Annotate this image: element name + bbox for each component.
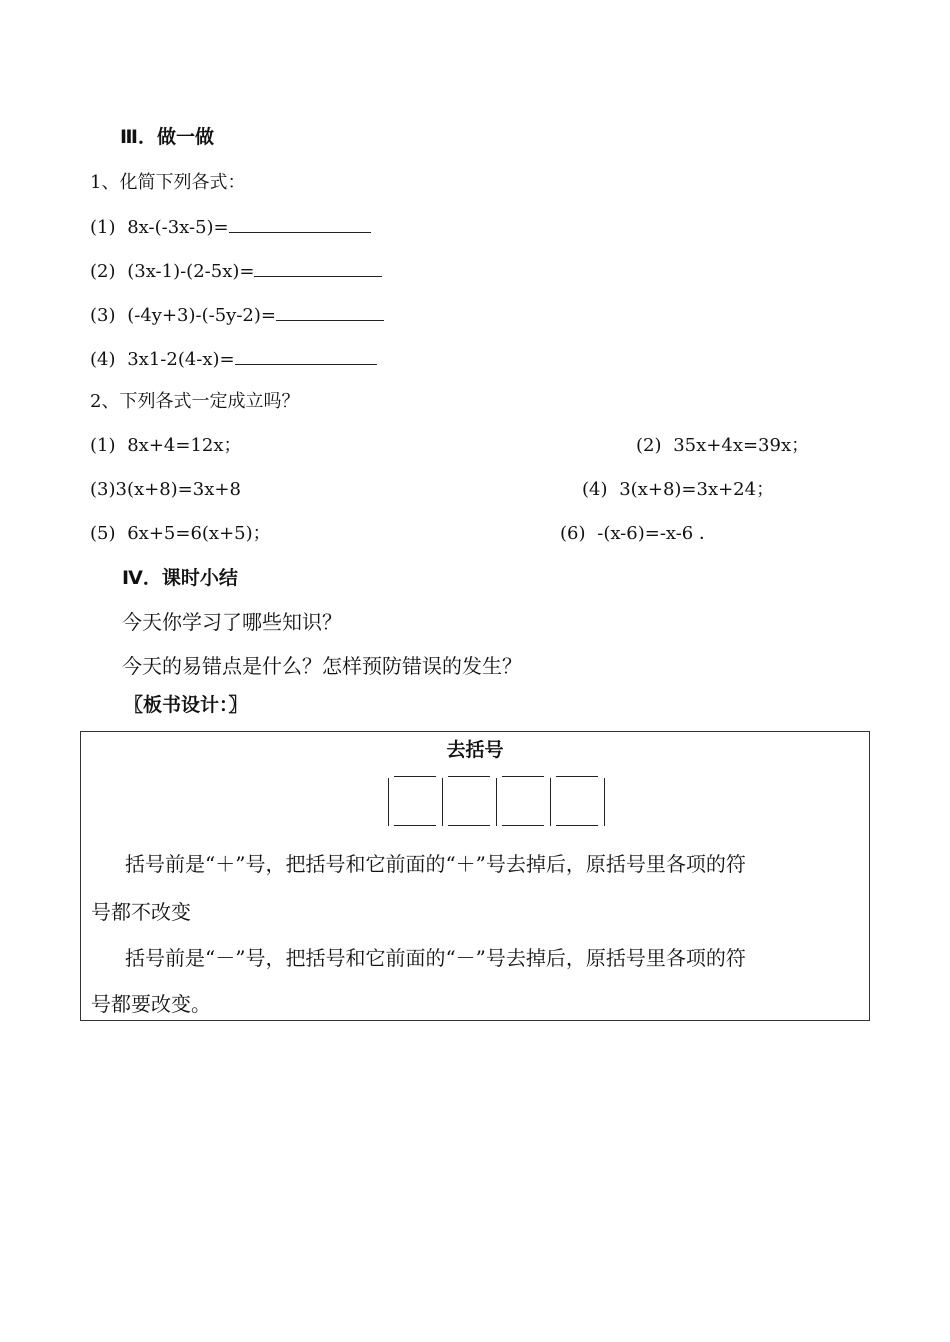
item-expression: 3(x+8)=3x+24； (619, 479, 775, 500)
answer-blank (235, 346, 377, 365)
question-item (636, 434, 809, 458)
question-item (90, 346, 377, 372)
item-expression: (-4y+3)-(-5y-2)= (127, 305, 276, 326)
section-heading: Ⅳ．课时小结 (122, 567, 238, 589)
board-title: 去括号 (446, 739, 504, 761)
summary-line: 今天的易错点是什么？怎样预防错误的发生？ (122, 654, 522, 678)
divider-line (550, 778, 551, 826)
question-item (90, 214, 371, 240)
question-1-title: 1、化简下列各式： (90, 172, 246, 193)
item-expression: -(x-6)=-x-6 ． (597, 523, 717, 544)
item-number: (4) (90, 349, 116, 370)
item-expression: (3x-1)-(2-5x)= (127, 261, 255, 282)
board-design-label: 〖板书设计：〗 (124, 694, 248, 716)
item-number: (2) (90, 261, 116, 282)
blank-cell (444, 776, 494, 826)
question-2-title: 2、下列各式一定成立吗？ (90, 391, 300, 412)
item-expression: 8x+4=12x； (127, 435, 242, 456)
item-number: (6) (560, 523, 586, 544)
divider-line (388, 778, 389, 826)
item-expression: 8x-(-3x-5)= (127, 217, 229, 238)
question-item (90, 258, 382, 284)
answer-blank (276, 302, 384, 321)
divider-line (496, 778, 497, 826)
rule-plus-line: 号都不改变 (91, 900, 191, 924)
summary-line: 今天你学习了哪些知识？ (122, 610, 342, 634)
board-design-box (80, 731, 870, 1021)
answer-blank (254, 258, 382, 277)
section-heading: Ⅲ．做一做 (120, 126, 214, 148)
question-item (90, 434, 242, 458)
question-item (90, 478, 241, 502)
blank-cell (498, 776, 548, 826)
item-number: (1) (90, 217, 116, 238)
item-number: (1) (90, 435, 116, 456)
item-number: (3) (90, 305, 116, 326)
item-number: (4) (582, 479, 608, 500)
question-item (90, 302, 384, 328)
item-expression: 3(x+8)=3x+8 (115, 479, 241, 500)
item-number: (3) (90, 479, 116, 500)
item-number: (5) (90, 523, 116, 544)
rule-minus-line: 号都要改变。 (91, 992, 211, 1016)
item-expression: 35x+4x=39x； (673, 435, 810, 456)
blank-cell (552, 776, 602, 826)
blank-cell (390, 776, 440, 826)
item-number: (2) (636, 435, 662, 456)
question-item (582, 478, 774, 502)
question-item (560, 522, 717, 546)
rule-minus-line: 括号前是“－”号，把括号和它前面的“－”号去掉后，原括号里各项的符 (125, 946, 746, 970)
divider-line (604, 778, 605, 826)
answer-blank (229, 214, 371, 233)
question-item (90, 522, 271, 546)
divider-line (442, 778, 443, 826)
item-expression: 3x1-2(4-x)= (127, 349, 235, 370)
item-expression: 6x+5=6(x+5)； (127, 523, 271, 544)
rule-plus-line: 括号前是“＋”号，把括号和它前面的“＋”号去掉后，原括号里各项的符 (125, 852, 746, 876)
